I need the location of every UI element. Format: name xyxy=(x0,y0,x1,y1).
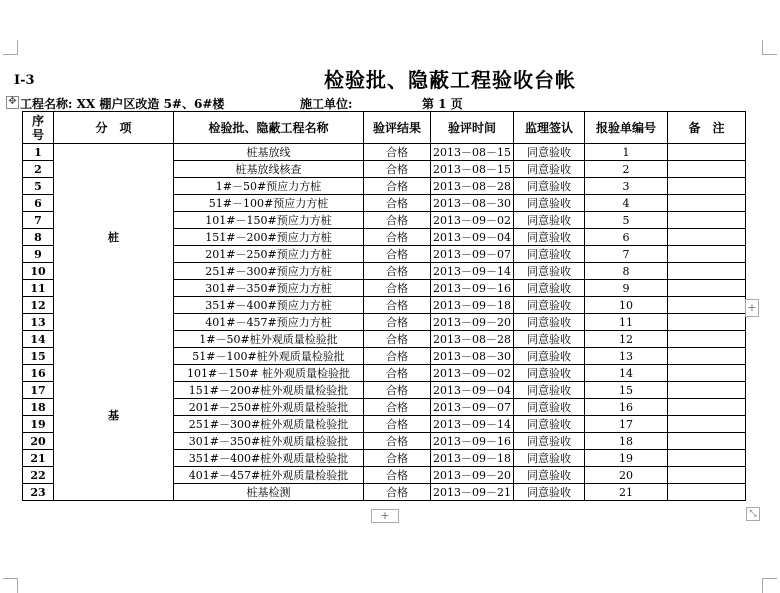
cell-report-no: 3 xyxy=(585,178,668,195)
cell-sign: 同意验收 xyxy=(514,416,585,433)
cell-name: 桩基放线 xyxy=(174,144,364,161)
cell-report-no: 15 xyxy=(585,382,668,399)
cell-report-no: 16 xyxy=(585,399,668,416)
cell-report-no: 4 xyxy=(585,195,668,212)
cell-seq: 9 xyxy=(23,246,54,263)
col-header-date: 验评时间 xyxy=(431,112,514,144)
cell-sign: 同意验收 xyxy=(514,433,585,450)
cell-date: 2013－09－21 xyxy=(431,484,514,501)
cell-date: 2013－09－04 xyxy=(431,382,514,399)
cell-note xyxy=(668,263,746,280)
cell-name: 51#－100#桩外观质量检验批 xyxy=(174,348,364,365)
cell-name: 151#－200#预应力方桩 xyxy=(174,229,364,246)
cell-date: 2013－09－07 xyxy=(431,399,514,416)
col-header-seq: 序号 xyxy=(23,112,54,144)
cell-report-no: 5 xyxy=(585,212,668,229)
cell-result: 合格 xyxy=(364,382,431,399)
cell-note xyxy=(668,297,746,314)
cell-name: 351#－400#预应力方桩 xyxy=(174,297,364,314)
cell-result: 合格 xyxy=(364,195,431,212)
cell-seq: 18 xyxy=(23,399,54,416)
col-header-sign: 监理签认 xyxy=(514,112,585,144)
cell-date: 2013－09－18 xyxy=(431,450,514,467)
cell-name: 桩基放线核查 xyxy=(174,161,364,178)
cell-seq: 1 xyxy=(23,144,54,161)
cell-sign: 同意验收 xyxy=(514,212,585,229)
cell-sign: 同意验收 xyxy=(514,263,585,280)
cell-date: 2013－09－04 xyxy=(431,229,514,246)
col-header-note: 备 注 xyxy=(668,112,746,144)
cell-seq: 5 xyxy=(23,178,54,195)
cell-sign: 同意验收 xyxy=(514,314,585,331)
cell-date: 2013－08－15 xyxy=(431,144,514,161)
cell-seq: 16 xyxy=(23,365,54,382)
cell-note xyxy=(668,484,746,501)
cell-seq: 10 xyxy=(23,263,54,280)
document-title: 检验批、隐蔽工程验收台帐 xyxy=(324,68,576,92)
cell-result: 合格 xyxy=(364,467,431,484)
cell-seq: 15 xyxy=(23,348,54,365)
cell-sign: 同意验收 xyxy=(514,467,585,484)
cell-report-no: 12 xyxy=(585,331,668,348)
cell-name: 151#－200#桩外观质量检验批 xyxy=(174,382,364,399)
cell-report-no: 14 xyxy=(585,365,668,382)
page-number: 第 1 页 xyxy=(422,97,463,111)
col-header-result: 验评结果 xyxy=(364,112,431,144)
cell-seq: 6 xyxy=(23,195,54,212)
cell-result: 合格 xyxy=(364,314,431,331)
cell-date: 2013－09－14 xyxy=(431,263,514,280)
cell-sign: 同意验收 xyxy=(514,331,585,348)
table-resize-icon[interactable]: ⤡ xyxy=(746,507,760,521)
cell-sign: 同意验收 xyxy=(514,280,585,297)
cell-name: 51#－100#预应力方桩 xyxy=(174,195,364,212)
cell-note xyxy=(668,195,746,212)
col-header-category: 分 项 xyxy=(54,112,174,144)
cell-name: 251#－300#桩外观质量检验批 xyxy=(174,416,364,433)
cell-note xyxy=(668,399,746,416)
cell-seq: 12 xyxy=(23,297,54,314)
add-column-plus-icon[interactable]: + xyxy=(745,299,759,317)
cell-result: 合格 xyxy=(364,280,431,297)
cell-result: 合格 xyxy=(364,229,431,246)
cell-sign: 同意验收 xyxy=(514,246,585,263)
cell-report-no: 13 xyxy=(585,348,668,365)
add-row-plus-icon[interactable]: + xyxy=(371,509,399,523)
cell-result: 合格 xyxy=(364,365,431,382)
cell-note xyxy=(668,331,746,348)
cell-sign: 同意验收 xyxy=(514,365,585,382)
cell-date: 2013－09－07 xyxy=(431,246,514,263)
cell-date: 2013－08－30 xyxy=(431,195,514,212)
cell-note xyxy=(668,280,746,297)
col-header-name: 检验批、隐蔽工程名称 xyxy=(174,112,364,144)
cell-result: 合格 xyxy=(364,263,431,280)
cell-name: 251#－300#预应力方桩 xyxy=(174,263,364,280)
cell-note xyxy=(668,229,746,246)
cell-report-no: 8 xyxy=(585,263,668,280)
cell-seq: 11 xyxy=(23,280,54,297)
cell-sign: 同意验收 xyxy=(514,484,585,501)
cell-name: 1#－50#桩外观质量检验批 xyxy=(174,331,364,348)
cell-report-no: 11 xyxy=(585,314,668,331)
cell-sign: 同意验收 xyxy=(514,161,585,178)
page-corner-mark xyxy=(762,578,777,593)
col-header-report-no: 报验单编号 xyxy=(585,112,668,144)
cell-note xyxy=(668,433,746,450)
cell-sign: 同意验收 xyxy=(514,450,585,467)
cell-date: 2013－09－14 xyxy=(431,416,514,433)
cell-note xyxy=(668,314,746,331)
page-corner-mark xyxy=(762,40,777,55)
cell-date: 2013－09－16 xyxy=(431,280,514,297)
cell-date: 2013－09－18 xyxy=(431,297,514,314)
cell-result: 合格 xyxy=(364,450,431,467)
form-code: I-3 xyxy=(14,73,35,88)
cell-date: 2013－09－20 xyxy=(431,314,514,331)
cell-report-no: 17 xyxy=(585,416,668,433)
cell-date: 2013－09－20 xyxy=(431,467,514,484)
cell-note xyxy=(668,382,746,399)
cell-sign: 同意验收 xyxy=(514,382,585,399)
cell-name: 301#－350#桩外观质量检验批 xyxy=(174,433,364,450)
cell-date: 2013－08－28 xyxy=(431,178,514,195)
cell-sign: 同意验收 xyxy=(514,399,585,416)
cell-seq: 17 xyxy=(23,382,54,399)
cell-sign: 同意验收 xyxy=(514,297,585,314)
cell-name: 401#－457#预应力方桩 xyxy=(174,314,364,331)
category-cell: 基 xyxy=(54,331,174,501)
cell-result: 合格 xyxy=(364,297,431,314)
cell-seq: 22 xyxy=(23,467,54,484)
acceptance-ledger-table xyxy=(22,111,746,501)
cell-name: 101#－150# 桩外观质量检验批 xyxy=(174,365,364,382)
cell-result: 合格 xyxy=(364,433,431,450)
cell-seq: 2 xyxy=(23,161,54,178)
cell-date: 2013－08－15 xyxy=(431,161,514,178)
cell-sign: 同意验收 xyxy=(514,178,585,195)
cell-result: 合格 xyxy=(364,331,431,348)
page-corner-mark xyxy=(3,578,18,593)
cell-sign: 同意验收 xyxy=(514,348,585,365)
cell-report-no: 19 xyxy=(585,450,668,467)
cell-result: 合格 xyxy=(364,161,431,178)
cell-note xyxy=(668,144,746,161)
cell-name: 201#－250#桩外观质量检验批 xyxy=(174,399,364,416)
cell-note xyxy=(668,246,746,263)
table-row xyxy=(23,144,746,161)
cell-note xyxy=(668,450,746,467)
cell-result: 合格 xyxy=(364,399,431,416)
cell-note xyxy=(668,416,746,433)
cell-result: 合格 xyxy=(364,416,431,433)
cell-seq: 14 xyxy=(23,331,54,348)
cell-report-no: 9 xyxy=(585,280,668,297)
cell-result: 合格 xyxy=(364,178,431,195)
cell-seq: 20 xyxy=(23,433,54,450)
page-corner-mark xyxy=(3,40,18,55)
cell-seq: 13 xyxy=(23,314,54,331)
cell-seq: 21 xyxy=(23,450,54,467)
cell-report-no: 18 xyxy=(585,433,668,450)
cell-note xyxy=(668,161,746,178)
cell-result: 合格 xyxy=(364,144,431,161)
project-name: 工程名称: XX 棚户区改造 5#、6#楼 xyxy=(20,97,225,111)
cell-seq: 7 xyxy=(23,212,54,229)
cell-note xyxy=(668,467,746,484)
cell-report-no: 2 xyxy=(585,161,668,178)
cell-note xyxy=(668,212,746,229)
category-cell: 桩 xyxy=(54,144,174,331)
cell-date: 2013－09－16 xyxy=(431,433,514,450)
cell-name: 351#－400#桩外观质量检验批 xyxy=(174,450,364,467)
cell-name: 201#－250#预应力方桩 xyxy=(174,246,364,263)
cell-result: 合格 xyxy=(364,484,431,501)
cell-report-no: 21 xyxy=(585,484,668,501)
cell-report-no: 6 xyxy=(585,229,668,246)
table-move-icon[interactable]: ✥ xyxy=(6,96,19,109)
cell-seq: 19 xyxy=(23,416,54,433)
cell-seq: 23 xyxy=(23,484,54,501)
cell-report-no: 20 xyxy=(585,467,668,484)
cell-report-no: 1 xyxy=(585,144,668,161)
cell-note xyxy=(668,365,746,382)
cell-result: 合格 xyxy=(364,348,431,365)
cell-name: 301#－350#预应力方桩 xyxy=(174,280,364,297)
cell-sign: 同意验收 xyxy=(514,195,585,212)
construction-unit-label: 施工单位: xyxy=(300,97,353,111)
cell-date: 2013－09－02 xyxy=(431,365,514,382)
cell-date: 2013－08－28 xyxy=(431,331,514,348)
cell-date: 2013－09－02 xyxy=(431,212,514,229)
cell-report-no: 7 xyxy=(585,246,668,263)
cell-result: 合格 xyxy=(364,212,431,229)
table-header-row xyxy=(23,112,746,144)
cell-date: 2013－08－30 xyxy=(431,348,514,365)
cell-result: 合格 xyxy=(364,246,431,263)
cell-note xyxy=(668,348,746,365)
cell-name: 401#－457#桩外观质量检验批 xyxy=(174,467,364,484)
cell-note xyxy=(668,178,746,195)
cell-sign: 同意验收 xyxy=(514,144,585,161)
cell-name: 桩基检测 xyxy=(174,484,364,501)
table-row xyxy=(23,331,746,348)
cell-name: 101#－150#预应力方桩 xyxy=(174,212,364,229)
cell-name: 1#－50#预应力方桩 xyxy=(174,178,364,195)
cell-seq: 8 xyxy=(23,229,54,246)
cell-report-no: 10 xyxy=(585,297,668,314)
cell-sign: 同意验收 xyxy=(514,229,585,246)
